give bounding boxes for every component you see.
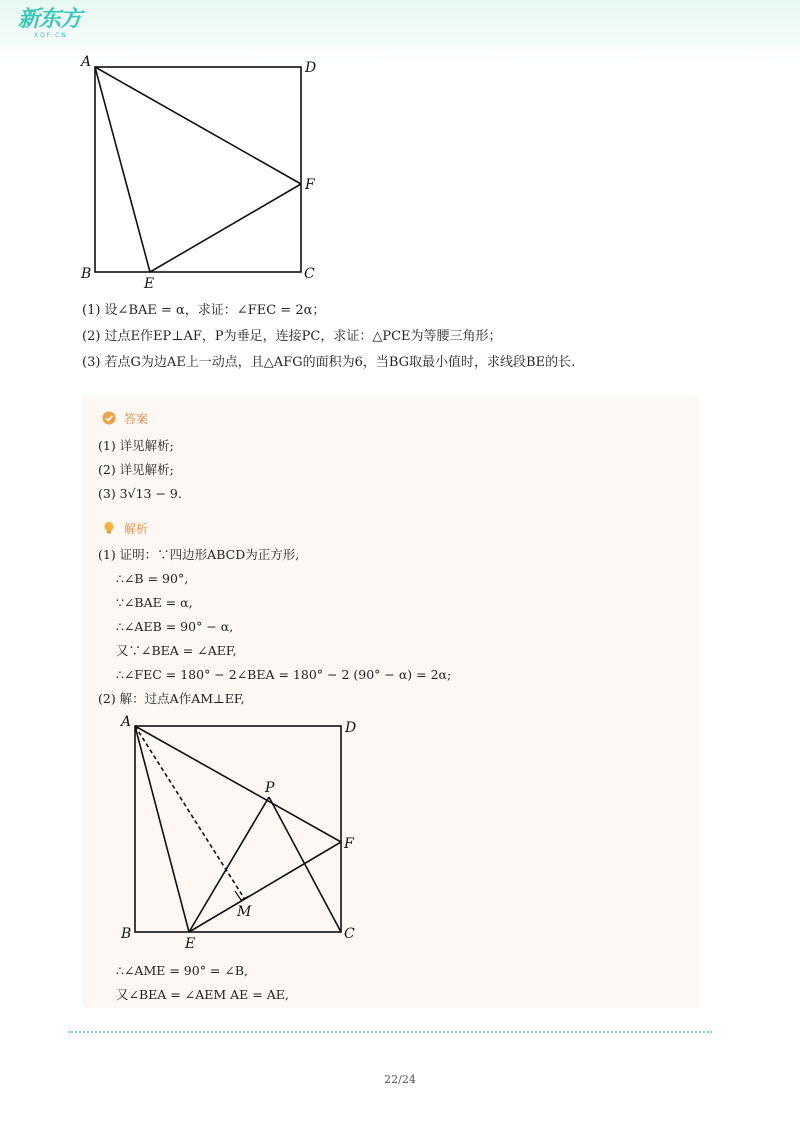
answer-line-2: (2) 详见解析; (98, 462, 174, 477)
answer-header (102, 408, 148, 428)
fig2-label-e: E (185, 936, 196, 952)
analysis-line-2: ∴∠B = 90°, (116, 571, 189, 586)
label-e: E (144, 276, 155, 292)
figure-square-with-pm (118, 712, 368, 952)
logo-subtext: XDF.CN (34, 32, 68, 39)
question-3: (3) 若点G为边AE上一动点，且△AFG的面积为6，当BG取最小值时，求线段BE的长. (82, 355, 576, 370)
fig2-label-m: M (237, 904, 252, 920)
analysis-line-4: ∴∠AEB = 90° − α, (116, 619, 234, 634)
answer-title: 答案 (124, 411, 149, 426)
fig2-label-f: F (344, 836, 354, 852)
answer-line-3: (3) 3√13 − 9. (98, 486, 182, 501)
figure-square-abcd (78, 54, 328, 292)
label-a: A (81, 54, 92, 70)
answer-line-1: (1) 详见解析; (98, 438, 174, 453)
page-number: 22/24 (384, 1073, 416, 1086)
analysis-line-5: 又∵∠BEA = ∠AEF, (116, 643, 237, 658)
analysis-line-8: ∴∠AME = 90° = ∠B, (116, 963, 249, 978)
answer-panel (82, 396, 700, 1008)
brand-logo (18, 8, 88, 42)
question-list (82, 298, 722, 376)
question-2: (2) 过点E作EP⊥AF，P为垂足，连接PC，求证：△PCE为等腰三角形； (82, 329, 502, 344)
fig2-label-d: D (345, 720, 357, 736)
check-badge-icon (102, 411, 116, 425)
label-b: B (81, 266, 92, 282)
lightbulb-icon (102, 521, 116, 535)
analysis-line-7: (2) 解：过点A作AM⊥EF, (98, 691, 245, 706)
analysis-title: 解析 (124, 521, 149, 536)
label-c: C (304, 266, 315, 282)
label-f: F (305, 177, 315, 193)
fig2-label-a: A (121, 714, 132, 730)
question-1: (1) 设∠BAE = α，求证：∠FEC = 2α； (82, 303, 326, 318)
fig2-label-c: C (344, 926, 355, 942)
dotted-divider (68, 1031, 712, 1035)
analysis-line-3: ∵∠BAE = α, (116, 595, 193, 610)
logo-text: 新东方 (18, 7, 82, 32)
analysis-line-9: 又∠BEA = ∠AEM AE = AE, (116, 987, 289, 1002)
fig2-label-b: B (121, 926, 132, 942)
analysis-line-6: ∴∠FEC = 180° − 2∠BEA = 180° − 2 (90° − α) = 2α; (116, 667, 452, 682)
analysis-header (102, 518, 148, 538)
label-d: D (305, 60, 317, 76)
fig2-label-p: P (265, 780, 275, 796)
analysis-line-1: (1) 证明：∵四边形ABCD为正方形, (98, 547, 300, 562)
